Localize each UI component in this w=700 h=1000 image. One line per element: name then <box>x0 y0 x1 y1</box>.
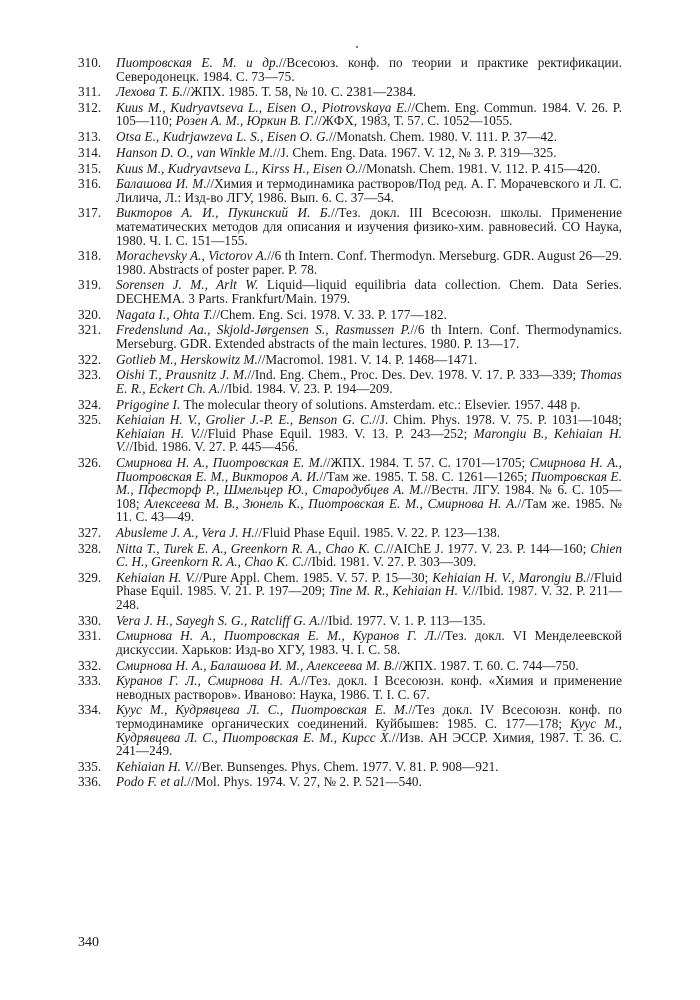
reference-entry <box>78 323 622 350</box>
reference-number: 331. <box>78 628 102 644</box>
reference-entry <box>78 629 622 656</box>
reference-entry <box>78 526 622 540</box>
reference-text <box>116 367 622 396</box>
reference-authors: Chien C. H., Greenkorn R. A., Chao K. C. <box>116 540 622 570</box>
reference-entry <box>78 368 622 395</box>
reference-source: //Ibid. 1977. V. 1. P. 113—135. <box>320 612 486 628</box>
reference-number: 318. <box>78 248 102 264</box>
reference-authors: Куус М., Кудрявцева Л. С., Пиотровская Е. М. <box>116 702 409 718</box>
reference-entry <box>78 101 622 128</box>
reference-text <box>116 352 477 367</box>
reference-entry <box>78 456 622 524</box>
reference-source: //ЖПХ. 1984. Т. 57. С. 1701—1705; <box>323 455 530 471</box>
reference-authors: Розен А. М., Юркин В. Г. <box>175 113 315 129</box>
reference-source: //Macromol. 1981. V. 14. P. 1468—1471. <box>257 351 478 367</box>
reference-source: //J. Chim. Phys. 1978. V. 75. P. 1031—1048; <box>372 412 622 428</box>
reference-source: //Вестн. ЛГУ. 1984. № 6. С. 105—108; <box>116 482 622 511</box>
reference-text <box>116 702 622 758</box>
reference-authors: Алексеева М. В., Зюнель К., Пиотровская Е. М., Смирнова Н. А. <box>144 495 518 511</box>
reference-number: 333. <box>78 673 102 689</box>
reference-source: //Тез докл. IV Всесоюзн. конф. по термодинамике органических соединений. Куйбышев: 1985. С. 177—178; <box>116 702 623 731</box>
reference-text <box>116 322 622 351</box>
page-number: 340 <box>78 935 99 950</box>
reference-authors: Kehiaian H. V. <box>116 425 201 441</box>
reference-authors: Thomas E. R., Eckert Ch. A. <box>116 367 622 396</box>
reference-source: //Chem. Eng. Sci. 1978. V. 33. P. 177—182. <box>212 306 447 322</box>
reference-authors: Пиотровская Е. М., Пфесторф Р., Шмельцер Ю., Стародубцев А. М. <box>116 468 622 498</box>
reference-authors: Kuus M., Kudryavtseva L., Eisen O., Piotrovskaya E. <box>116 99 408 115</box>
reference-text <box>116 205 622 247</box>
reference-text <box>116 161 600 176</box>
reference-text <box>116 673 622 702</box>
reference-source: //Ibid. 1987. V. 32. P. 211—248. <box>116 583 622 612</box>
reference-number: 319. <box>78 277 102 293</box>
reference-source: //ЖПХ. 1985. Т. 58, № 10. С. 2381—2384. <box>183 84 417 100</box>
reference-authors: Nitta T., Turek E. A., Greenkorn R. A., Chao K. C. <box>116 540 387 556</box>
reference-authors: Смирнова Н. А., Пиотровская Е. М., Викторов А. И. <box>116 455 622 484</box>
reference-authors: Kehiaian H. V. <box>116 569 196 585</box>
reference-source: //Там же. 1985. Т. 58. С. 1261—1265; <box>319 468 532 484</box>
reference-number: 332. <box>78 657 102 673</box>
reference-authors: Смирнова Н. А., Пиотровская Е. М. <box>116 455 324 471</box>
reference-authors: Oishi T., Prausnitz J. M. <box>116 367 248 383</box>
reference-number: 320. <box>78 306 102 322</box>
reference-source: //Monatsh. Chem. 1981. V. 112. P. 415—420. <box>358 160 601 176</box>
reference-source: //Тез. докл. I Всесоюзн. конф. «Химия и применение неводных растворов». Иваново: Наука, 1986. Т. I. С. 67. <box>116 673 623 702</box>
reference-number: 325. <box>78 412 102 428</box>
reference-text <box>116 628 622 657</box>
reference-authors: Куранов Г. Л., Смирнова Н. А. <box>116 673 302 689</box>
reference-source: //Тез. докл. III Всесоюзн. школы. Применение математических методов для описания и изучения физико-хим. равновесий. СО Наука, 1980. Ч. I. С. 151—155. <box>116 205 622 248</box>
reference-number: 329. <box>78 569 102 585</box>
reference-number: 327. <box>78 524 102 540</box>
reference-number: 322. <box>78 351 102 367</box>
reference-authors: Otsa E., Kudrjawzeva L. S., Eisen O. G. <box>116 129 329 145</box>
reference-entry <box>78 249 622 276</box>
reference-number: 326. <box>78 455 102 471</box>
reference-authors: Abusleme J. A., Vera J. H. <box>116 524 255 540</box>
reference-source: //Pure Appl. Chem. 1985. V. 57. P. 15—30; <box>195 569 433 585</box>
reference-list <box>78 56 622 791</box>
reference-text <box>116 774 422 789</box>
reference-number: 321. <box>78 322 102 338</box>
reference-number: 328. <box>78 540 102 556</box>
reference-entry <box>78 353 622 367</box>
reference-authors: Nagata I., Ohta T. <box>116 306 213 322</box>
reference-text <box>116 248 622 277</box>
reference-number: 310. <box>78 55 102 70</box>
reference-entry <box>78 162 622 176</box>
reference-source: //Ber. Bunsenges. Phys. Chem. 1977. V. 81. P. 908—921. <box>194 758 499 774</box>
reference-number: 335. <box>78 758 102 774</box>
reference-text <box>116 412 622 454</box>
reference-text <box>116 277 622 306</box>
reference-number: 330. <box>78 612 102 628</box>
reference-text <box>116 100 622 129</box>
reference-text <box>116 176 622 205</box>
reference-number: 313. <box>78 129 102 145</box>
reference-authors: Morachevsky A., Victorov A. <box>116 248 268 264</box>
reference-entry <box>78 130 622 144</box>
reference-source: //Monatsh. Chem. 1980. V. 111. P. 37—42. <box>328 129 557 145</box>
reference-source: //Ibid. 1981. V. 27. P. 303—309. <box>304 554 477 570</box>
reference-text <box>116 570 622 612</box>
reference-source: //Fluid Phase Equil. 1985. V. 22. P. 123—138. <box>254 524 501 540</box>
reference-text <box>116 541 622 570</box>
reference-entry <box>78 177 622 204</box>
reference-authors: Gotlieb M., Herskowitz M. <box>116 351 258 367</box>
reference-authors: Пиотровская Е. М. и др. <box>116 55 279 70</box>
reference-entry <box>78 674 622 701</box>
reference-authors: Смирнова Н. А., Пиотровская Е. М., Куранов Г. Л. <box>116 628 438 644</box>
reference-source: //Химия и термодинамика растворов/Под ред. А. Г. Морачевского и Л. С. Лилича, Л.: Изд-во ЛГУ, 1986. Вып. 6. С. 37—54. <box>116 176 622 205</box>
reference-number: 316. <box>78 176 102 192</box>
reference-number: 334. <box>78 702 102 718</box>
reference-source: //ЖПХ. 1987. Т. 60. С. 744—750. <box>394 657 579 673</box>
reference-text <box>116 397 581 412</box>
reference-source: //Fluid Phase Equil. 1985. V. 21. P. 197—209; <box>116 569 622 599</box>
reference-authors: Hanson D. O., van Winkle M. <box>116 144 274 160</box>
reference-entry <box>78 308 622 322</box>
reference-authors: Викторов А. И., Пукинский И. Б. <box>116 205 331 221</box>
reference-number: 317. <box>78 205 102 221</box>
print-speck <box>356 46 358 48</box>
reference-number: 312. <box>78 99 102 115</box>
reference-entry <box>78 703 622 757</box>
reference-authors: Kehiaian H. V., Grolier J.-P. E., Benson G. C. <box>116 412 373 428</box>
reference-text <box>116 307 447 322</box>
reference-source: The molecular theory of solutions. Amsterdam. etc.: Elsevier. 1957. 448 p. <box>180 396 581 412</box>
reference-source: Liquid—liquid equilibria data collection. Chem. Data Series. DECHEMA. 3 Parts. Frankfurt/Main. 1979. <box>116 277 622 307</box>
reference-source: //Mol. Phys. 1974. V. 27, № 2. P. 521—540. <box>187 774 422 790</box>
reference-number: 336. <box>78 774 102 790</box>
reference-source: //ЖФХ, 1983, Т. 57. С. 1052—1055. <box>314 113 513 129</box>
reference-authors: Kehiaian H. V. <box>116 758 195 774</box>
reference-authors: Лехова Т. Б. <box>116 84 184 100</box>
reference-entry <box>78 760 622 774</box>
reference-number: 324. <box>78 396 102 412</box>
reference-source: //Там же. 1985. № 11. С. 43—49. <box>116 495 622 525</box>
reference-entry <box>78 398 622 412</box>
reference-authors: Marongiu B., Kehiaian H. V. <box>116 425 622 455</box>
reference-source: //6 th Intern. Conf. Thermodynamics. Merseburg. GDR. Extended abstracts of the main lectures. 1980. P. 13—17. <box>116 322 623 351</box>
reference-number: 314. <box>78 144 102 160</box>
reference-authors: Prigogine I. <box>116 396 181 412</box>
reference-source: //AIChE J. 1977. V. 23. P. 144—160; <box>386 540 591 556</box>
reference-entry <box>78 614 622 628</box>
reference-source: //Ind. Eng. Chem., Proc. Des. Dev. 1978. V. 17. P. 333—339; <box>247 367 580 383</box>
reference-entry <box>78 206 622 247</box>
reference-entry <box>78 56 622 83</box>
reference-text <box>116 525 500 540</box>
reference-text <box>116 613 486 628</box>
reference-entry <box>78 659 622 673</box>
reference-source: //Изв. АН ЭССР. Химия, 1987. Т. 36. С. 241—249. <box>116 729 622 759</box>
reference-authors: Tine M. R., Kehiaian H. V. <box>329 583 472 599</box>
reference-number: 311. <box>78 84 101 100</box>
reference-authors: Балашова И. М. <box>116 176 207 192</box>
reference-source: //Ibid. 1986. V. 27. P. 445—456. <box>125 439 298 455</box>
reference-source: //Chem. Eng. Commun. 1984. V. 26. P. 105—110; <box>116 99 623 129</box>
reference-entry <box>78 146 622 160</box>
reference-text <box>116 658 579 673</box>
reference-number: 323. <box>78 367 102 383</box>
reference-authors: Kuus M., Kudryavtseva L., Kirss H., Eisen O. <box>116 160 359 176</box>
reference-source: //Fluid Phase Equil. 1983. V. 13. P. 243—252; <box>200 425 474 441</box>
reference-text <box>116 129 557 144</box>
reference-authors: Kehiaian H. V., Marongiu B. <box>432 569 587 585</box>
reference-source: //J. Chem. Eng. Data. 1967. V. 12, № 3. P. 319—325. <box>273 144 557 160</box>
reference-text <box>116 84 416 99</box>
reference-authors: Podo F. et al. <box>116 774 188 790</box>
reference-entry <box>78 85 622 99</box>
reference-entry <box>78 775 622 789</box>
reference-text <box>116 145 557 160</box>
reference-authors: Fredenslund Aa., Skjold-Jørgensen S., Rasmussen P. <box>116 322 411 338</box>
reference-source: //Тез. докл. VI Менделеевской дискуссии. Харьков: Изд-во ХГУ, 1983. Ч. I. С. 58. <box>116 628 622 657</box>
reference-number: 315. <box>78 160 102 176</box>
reference-text <box>116 455 622 524</box>
reference-entry <box>78 571 622 612</box>
reference-source: //Всесоюз. конф. по теории и практике ректификации. Северодонецк. 1984. С. 73—75. <box>116 55 622 84</box>
reference-authors: Vera J. H., Sayegh S. G., Ratcliff G. A. <box>116 612 321 628</box>
reference-text <box>116 759 499 774</box>
reference-entry <box>78 413 622 454</box>
reference-authors: Sorensen J. M., Arlt W. <box>116 277 259 293</box>
reference-entry <box>78 542 622 569</box>
reference-source: //6 th Intern. Conf. Thermodyn. Merseburg. GDR. August 26—29. 1980. Abstracts of poster paper. P. 78. <box>116 248 622 277</box>
reference-source: //Ibid. 1984. V. 23. P. 194—209. <box>220 380 393 396</box>
reference-authors: Куус М., Кудрявцева Л. С., Пиотровская Е. М., Кирсс Х. <box>116 715 622 745</box>
reference-entry <box>78 278 622 305</box>
reference-text <box>116 55 622 84</box>
reference-authors: Смирнова Н. А., Балашова И. М., Алексеева М. В. <box>116 657 395 673</box>
